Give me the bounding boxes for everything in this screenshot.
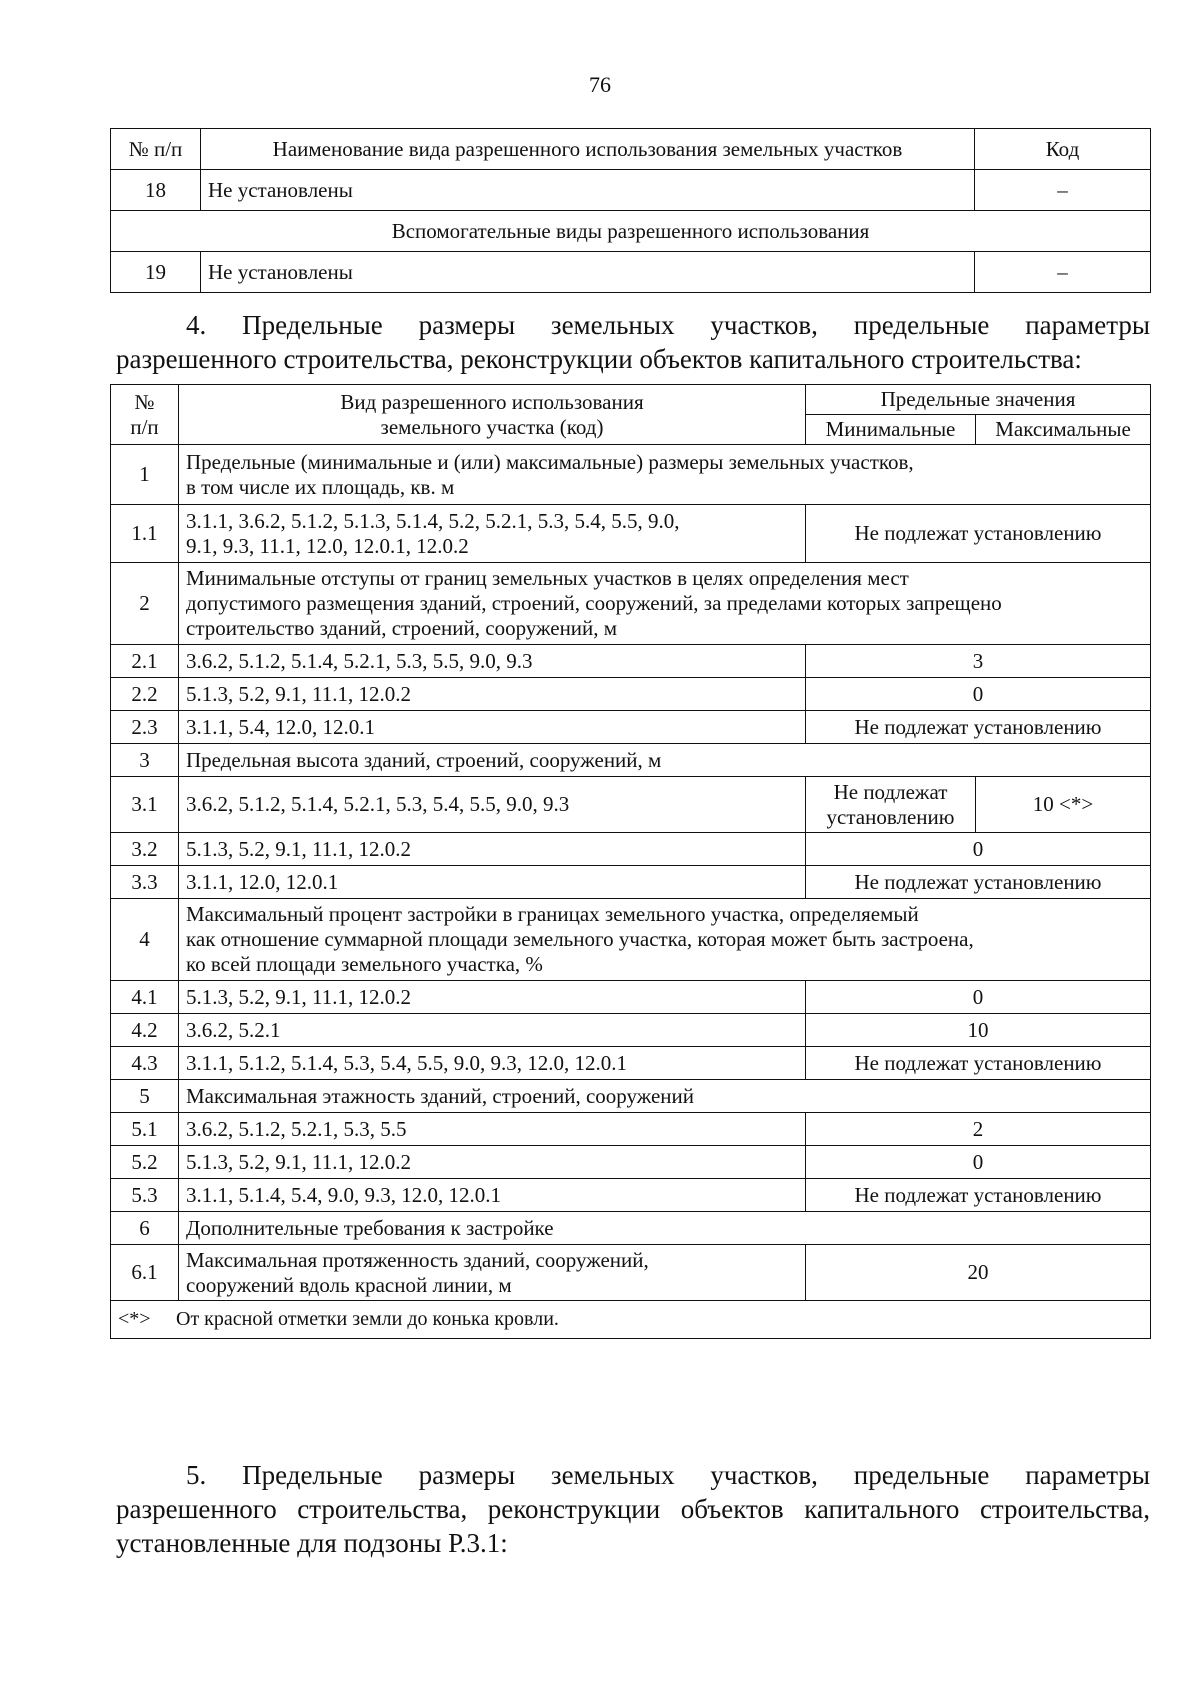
row-codes: 5.1.3, 5.2, 9.1, 11.1, 12.0.2	[179, 981, 806, 1014]
table-header-row	[111, 385, 1151, 415]
row-value: Не подлежат установлению	[806, 505, 1151, 563]
table-row	[111, 1179, 1151, 1212]
row-num: 6.1	[111, 1245, 179, 1301]
permitted-use-table	[110, 128, 1151, 293]
row-num: 3.1	[111, 777, 179, 833]
table-row	[111, 1146, 1151, 1179]
row-num: 6	[111, 1212, 179, 1245]
row-codes: 3.6.2, 5.1.2, 5.2.1, 5.3, 5.5	[179, 1113, 806, 1146]
row-value: 3	[806, 645, 1151, 678]
row-num: 3.3	[111, 866, 179, 899]
table-row	[111, 711, 1151, 744]
header-kind: Вид разрешенного использования земельного участка (код)	[179, 385, 806, 445]
row-codes: 5.1.3, 5.2, 9.1, 11.1, 12.0.2	[179, 1146, 806, 1179]
header-num: № п/п	[111, 385, 179, 445]
row-num: 5.2	[111, 1146, 179, 1179]
row-num: 3	[111, 744, 179, 777]
row-value: 0	[806, 678, 1151, 711]
row-codes: 3.1.1, 5.1.2, 5.1.4, 5.3, 5.4, 5.5, 9.0, 9.3, 12.0, 12.0.1	[179, 1047, 806, 1080]
table-header-row	[111, 129, 1151, 170]
row-name: Не установлены	[201, 252, 975, 293]
row-num: 4.1	[111, 981, 179, 1014]
section-5-line-1: 5. Предельные размеры земельных участков, предельные параметры	[186, 1460, 1150, 1490]
table-row	[111, 563, 1151, 645]
table-row	[111, 445, 1151, 505]
row-codes: 3.1.1, 5.4, 12.0, 12.0.1	[179, 711, 806, 744]
row-num: 19	[111, 252, 201, 293]
row-min: Не подлежат установлению	[806, 777, 976, 833]
table-row	[111, 678, 1151, 711]
row-num: 2.1	[111, 645, 179, 678]
footnote-row	[111, 1301, 1151, 1339]
section-5-rest: разрешенного строительства, реконструкции объектов капитального строительства, установленные для подзоны Р.3.1:	[116, 1494, 1150, 1558]
header-min: Минимальные	[806, 415, 976, 445]
table-row	[111, 1113, 1151, 1146]
row-num: 18	[111, 170, 201, 211]
table-row	[111, 744, 1151, 777]
row-num: 2.3	[111, 711, 179, 744]
row-codes: 3.6.2, 5.1.2, 5.1.4, 5.2.1, 5.3, 5.5, 9.0, 9.3	[179, 645, 806, 678]
table-row	[111, 645, 1151, 678]
row-title: Максимальная этажность зданий, строений, сооружений	[179, 1080, 1151, 1113]
row-title: Предельная высота зданий, строений, сооружений, м	[179, 744, 1151, 777]
row-num: 5.3	[111, 1179, 179, 1212]
table-row	[111, 252, 1151, 293]
section-title: Вспомогательные виды разрешенного использования	[111, 211, 1151, 252]
section-4-line-1: 4. Предельные размеры земельных участков, предельные параметры	[186, 310, 1150, 340]
row-num: 1	[111, 445, 179, 505]
row-title: Дополнительные требования к застройке	[179, 1212, 1151, 1245]
table-row	[111, 1047, 1151, 1080]
row-value: 0	[806, 981, 1151, 1014]
footnote-mark: <*>	[118, 1308, 151, 1330]
row-code: –	[975, 252, 1151, 293]
row-num: 5.1	[111, 1113, 179, 1146]
table-row	[111, 833, 1151, 866]
table-row	[111, 981, 1151, 1014]
row-value: 10	[806, 1014, 1151, 1047]
row-title: Предельные (минимальные и (или) максимальные) размеры земельных участков, в том числе их площадь, кв. м	[179, 445, 1151, 505]
page-number: 76	[589, 72, 611, 97]
table-row	[111, 505, 1151, 563]
row-num: 4	[111, 899, 179, 981]
table-row	[111, 1014, 1151, 1047]
row-num: 3.2	[111, 833, 179, 866]
row-value: Не подлежат установлению	[806, 711, 1151, 744]
footnote	[111, 1301, 1151, 1339]
header-code: Код	[975, 129, 1151, 170]
header-num: № п/п	[111, 129, 201, 170]
row-title: Максимальный процент застройки в границах земельного участка, определяемый как отношение суммарной площади земельного участка, которая может быть застроена, ко всей площади земельного участка, %	[179, 899, 1151, 981]
row-num: 2.2	[111, 678, 179, 711]
footnote-text: От красной отметки земли до конька кровли.	[176, 1308, 559, 1330]
row-value: 0	[806, 833, 1151, 866]
row-codes: 3.6.2, 5.1.2, 5.1.4, 5.2.1, 5.3, 5.4, 5.5, 9.0, 9.3	[179, 777, 806, 833]
table-row	[111, 899, 1151, 981]
section-row	[111, 211, 1151, 252]
row-codes: 3.6.2, 5.2.1	[179, 1014, 806, 1047]
row-num: 4.2	[111, 1014, 179, 1047]
section-5-heading	[116, 1458, 1150, 1560]
row-codes: 5.1.3, 5.2, 9.1, 11.1, 12.0.2	[179, 678, 806, 711]
row-name: Не установлены	[201, 170, 975, 211]
row-codes: 3.1.1, 5.1.4, 5.4, 9.0, 9.3, 12.0, 12.0.1	[179, 1179, 806, 1212]
row-title: Минимальные отступы от границ земельных участков в целях определения мест допустимого размещения зданий, строений, сооружений, за пределами которых запрещено строительство зданий, строений, сооружений, м	[179, 563, 1151, 645]
header-limits: Предельные значения	[806, 385, 1151, 415]
table-row	[111, 866, 1151, 899]
row-num: 4.3	[111, 1047, 179, 1080]
section-4-heading	[116, 308, 1150, 376]
limits-table	[110, 384, 1151, 1339]
row-codes: Максимальная протяженность зданий, сооружений, сооружений вдоль красной линии, м	[179, 1245, 806, 1301]
row-max: 10 <*>	[976, 777, 1151, 833]
section-4-line-2: разрешенного строительства, реконструкции объектов капитального строительства:	[116, 344, 1082, 374]
row-value: Не подлежат установлению	[806, 1179, 1151, 1212]
row-value: 20	[806, 1245, 1151, 1301]
table-row	[111, 170, 1151, 211]
row-value: Не подлежат установлению	[806, 866, 1151, 899]
row-num: 1.1	[111, 505, 179, 563]
table-row	[111, 1212, 1151, 1245]
row-num: 2	[111, 563, 179, 645]
row-codes: 3.1.1, 12.0, 12.0.1	[179, 866, 806, 899]
header-name: Наименование вида разрешенного использования земельных участков	[201, 129, 975, 170]
table-row	[111, 1245, 1151, 1301]
table-row	[111, 1080, 1151, 1113]
table-row	[111, 777, 1151, 833]
row-codes: 5.1.3, 5.2, 9.1, 11.1, 12.0.2	[179, 833, 806, 866]
row-value: 2	[806, 1113, 1151, 1146]
row-code: –	[975, 170, 1151, 211]
row-codes: 3.1.1, 3.6.2, 5.1.2, 5.1.3, 5.1.4, 5.2, 5.2.1, 5.3, 5.4, 5.5, 9.0, 9.1, 9.3, 11.1, 12.0, 12.0.1, 12.0.2	[179, 505, 806, 563]
row-num: 5	[111, 1080, 179, 1113]
row-value: 0	[806, 1146, 1151, 1179]
header-max: Максимальные	[976, 415, 1151, 445]
row-value: Не подлежат установлению	[806, 1047, 1151, 1080]
